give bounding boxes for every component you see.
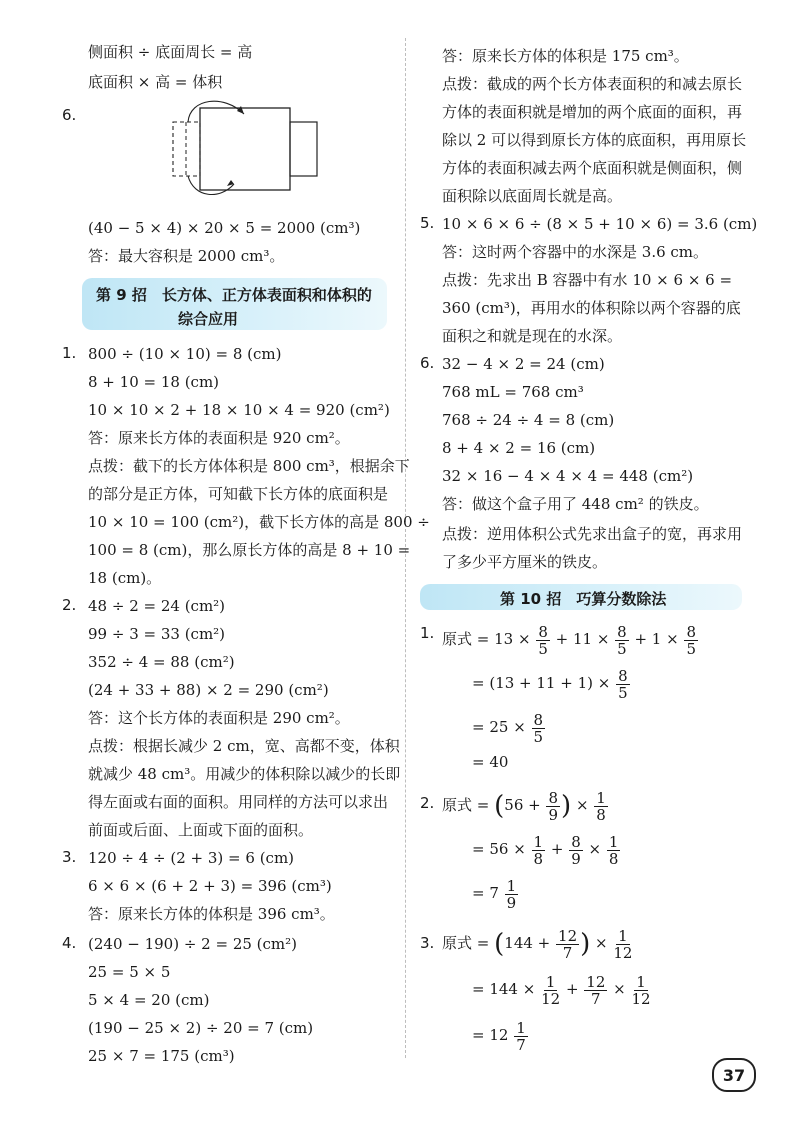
- calc-line: 48 ÷ 2 = 24 (cm²): [88, 597, 226, 615]
- calc-line: 768 ÷ 24 ÷ 4 = 8 (cm): [442, 411, 615, 429]
- calc-line: 25 = 5 × 5: [88, 963, 171, 981]
- tip-line: 点拨：截下的长方体体积是 800 cm³，根据余下: [88, 457, 410, 475]
- tip-line: 得左面或右面的面积。用同样的方法可以求出: [88, 793, 389, 811]
- calc-line: 352 ÷ 4 = 88 (cm²): [88, 653, 235, 671]
- question-number: 6.: [420, 354, 435, 372]
- fraction-expr-line: 原式 = 13 × $\frac{8}{5}$ + 11 × $\frac{8}{5}$ + 1 × $\frac{8}{5}$: [442, 622, 697, 658]
- tip-line: 点拨：截成的两个长方体表面积的和减去原长: [442, 75, 743, 93]
- answer-line: 答：原来长方体的表面积是 920 cm²。: [88, 429, 350, 447]
- question-number: 3.: [62, 848, 77, 866]
- fraction-expr-line: = 144 × $\frac{1}{12}$ + $\frac{12}{7}$ × $\frac{1}{12}$: [472, 972, 651, 1008]
- question-number: 5.: [420, 214, 435, 232]
- answer-line: 答：原来长方体的体积是 396 cm³。: [88, 905, 335, 923]
- calc-line: (24 + 33 + 88) × 2 = 290 (cm²): [88, 681, 329, 699]
- answer-line: 答：原来长方体的体积是 175 cm³。: [442, 47, 689, 65]
- fraction-expr-line: = 25 × $\frac{8}{5}$: [472, 710, 544, 746]
- calc-line: 120 ÷ 4 ÷ (2 + 3) = 6 (cm): [88, 849, 295, 867]
- tip-line: 方体的表面积减去两个底面积就是侧面积，侧: [442, 159, 743, 177]
- fraction-expr-line: = 7 $\frac{1}{9}$: [472, 876, 517, 912]
- question-number: 2.: [420, 794, 435, 812]
- tip-line: 点拨：先求出 B 容器中有水 10 × 6 × 6 =: [442, 271, 733, 289]
- section-banner-10: [420, 584, 742, 610]
- question-number: 4.: [62, 934, 77, 952]
- answer-line: 答：这时两个容器中的水深是 3.6 cm。: [442, 243, 709, 261]
- tip-line: 面积之和就是现在的水深。: [442, 327, 623, 345]
- tip-line: 面积除以底面周长就是高。: [442, 187, 623, 205]
- fraction-expr-line: = 12 $\frac{1}{7}$: [472, 1018, 526, 1054]
- banner-title-line2: 综合应用: [178, 310, 239, 328]
- calc-line: 768 mL = 768 cm³: [442, 383, 584, 401]
- banner-title: 第 10 招 巧算分数除法: [500, 590, 667, 608]
- calc-line: 32 × 16 − 4 × 4 × 4 = 448 (cm²): [442, 467, 694, 485]
- calc-line: 5 × 4 = 20 (cm): [88, 991, 210, 1009]
- calc-line: 32 − 4 × 2 = 24 (cm): [442, 355, 605, 373]
- tip-line: 点拨：逆用体积公式先求出盒子的宽，再求用: [442, 525, 743, 543]
- expr-prefix: 原式 =: [442, 630, 490, 648]
- fraction-expr-line: 原式 = (144 + $\frac{12}{7}$ ) × $\frac{1}{12}$: [442, 926, 633, 962]
- answer-line: 答：最大容积是 2000 cm³。: [88, 247, 285, 265]
- tip-line: 方体的表面积就是增加的两个底面的面积，再: [442, 103, 743, 121]
- question-number: 2.: [62, 596, 77, 614]
- calc-line: 10 × 10 × 2 + 18 × 10 × 4 = 920 (cm²): [88, 401, 390, 419]
- calc-line: (190 − 25 × 2) ÷ 20 = 7 (cm): [88, 1019, 314, 1037]
- calc-line: 99 ÷ 3 = 33 (cm²): [88, 625, 226, 643]
- calc-line: 10 × 6 × 6 ÷ (8 × 5 + 10 × 6) = 3.6 (cm): [442, 215, 758, 233]
- fraction-result-line: = 40: [472, 753, 509, 771]
- fraction-expr-line: 原式 = (56 + $\frac{8}{9}$ ) × $\frac{1}{8}$: [442, 788, 606, 824]
- banner-title-line1: 第 9 招 长方体、正方体表面积和体积的: [96, 286, 372, 304]
- unfolding-diagram: [170, 96, 330, 202]
- tip-line: 就减少 48 cm³。用减少的体积除以减少的长即: [88, 765, 401, 783]
- section-banner-9: [82, 278, 387, 330]
- expr-prefix: 原式 =: [442, 796, 490, 814]
- question-number: 1.: [62, 344, 77, 362]
- question-number: 1.: [420, 624, 435, 642]
- calc-line: (40 − 5 × 4) × 20 × 5 = 2000 (cm³): [88, 219, 361, 237]
- expr-prefix: 原式 =: [442, 934, 490, 952]
- calc-line: 6 × 6 × (6 + 2 + 3) = 396 (cm³): [88, 877, 332, 895]
- tip-line: 100 = 8 (cm)，那么原长方体的高是 8 + 10 =: [88, 541, 411, 559]
- tip-line: 10 × 10 = 100 (cm²)，截下长方体的高是 800 ÷: [88, 513, 430, 531]
- calc-line: 25 × 7 = 175 (cm³): [88, 1047, 235, 1065]
- tip-line: 18 (cm)。: [88, 569, 162, 587]
- question-number: 6.: [62, 106, 77, 124]
- tip-line: 点拨：根据长减少 2 cm，宽、高都不变，体积: [88, 737, 400, 755]
- page-number: 37: [712, 1058, 756, 1092]
- tip-line: 前面或后面、上面或下面的面积。: [88, 821, 314, 839]
- calc-line: 800 ÷ (10 × 10) = 8 (cm): [88, 345, 282, 363]
- calc-line: 8 + 10 = 18 (cm): [88, 373, 220, 391]
- tip-line: 的部分是正方体，可知截下长方体的底面积是: [88, 485, 389, 503]
- answer-line: 答：做这个盒子用了 448 cm² 的铁皮。: [442, 495, 709, 513]
- calc-line: (240 − 190) ÷ 2 = 25 (cm²): [88, 935, 298, 953]
- question-number: 3.: [420, 934, 435, 952]
- tip-line: 了多少平方厘米的铁皮。: [442, 553, 608, 571]
- calc-line: 8 + 4 × 2 = 16 (cm): [442, 439, 596, 457]
- text-line: 侧面积 ÷ 底面周长 = 高: [88, 43, 253, 61]
- fraction-expr-line: = (13 + 11 + 1) × $\frac{8}{5}$: [472, 666, 628, 702]
- text-line: 底面积 × 高 = 体积: [88, 73, 223, 91]
- tip-line: 360 (cm³)，再用水的体积除以两个容器的底: [442, 299, 741, 317]
- fraction-expr-line: = 56 × $\frac{1}{8}$ + $\frac{8}{9}$ × $\frac{1}{8}$: [472, 832, 619, 868]
- answer-line: 答：这个长方体的表面积是 290 cm²。: [88, 709, 350, 727]
- tip-line: 除以 2 可以得到原长方体的底面积，再用原长: [442, 131, 747, 149]
